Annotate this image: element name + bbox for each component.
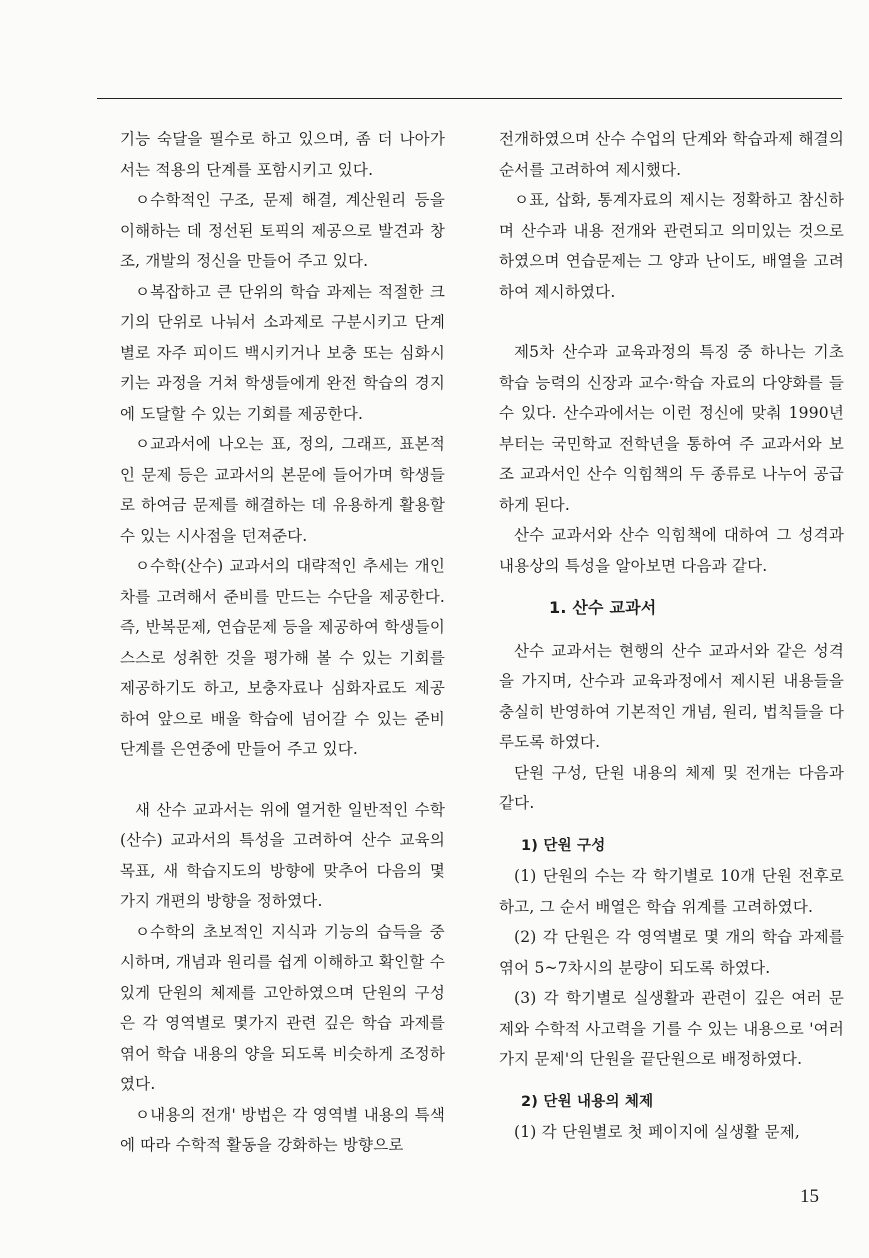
left-column <box>120 124 445 1161</box>
paragraph: (1) 각 단원별로 첫 페이지에 실생활 문제, <box>514 1123 801 1141</box>
paragraph-spacer <box>499 581 844 593</box>
header-rule <box>97 98 842 99</box>
page-number: 15 <box>800 1186 819 1207</box>
paragraph: (2) 각 단원은 각 영역별로 몇 개의 학습 과제를 엮어 5~7차시의 분량이 되도록 하였다. <box>499 928 844 977</box>
paragraph-spacer <box>499 1075 844 1087</box>
paragraph: ㅇ수학(산수) 교과서의 대략적인 추세는 개인차를 고려해서 준비를 만드는 수단을 제공한다. 즉, 반복문제, 연습문제 등을 제공하여 학생들이 스스로 성취한 것을 평가해 볼 수 있는 기회를 제공하기도 하고, 보충자료나 심화자료도 제공하여 앞으로 배울 학습에 넘어갈 수 있는 준비 단계를 은연중에 만들어 주고 있다. <box>120 557 445 758</box>
paragraph: ㅇ복잡하고 큰 단위의 학습 과제는 적절한 크기의 단위로 나눠서 소과제로 구분시키고 단계별로 자주 피이드 백시키거나 보충 또는 심화시키는 과정을 거쳐 학생들에게 완전 학습의 경지에 도달할 수 있는 기회를 제공한다. <box>120 282 445 423</box>
paragraph: ㅇ표, 삽화, 통계자료의 제시는 정확하고 참신하며 산수과 내용 전개와 관련되고 의미있는 것으로 하였으며 연습문제는 그 양과 난이도, 배열을 고려하여 제시하였다. <box>499 191 844 301</box>
paragraph: (1) 단원의 수는 각 학기별로 10개 단원 전후로 하고, 그 순서 배열은 학습 위계를 고려하였다. <box>499 867 844 916</box>
paragraph: ㅇ수학의 초보적인 지식과 기능의 습득을 중시하며, 개념과 원리를 쉽게 이해하고 확인할 수 있게 단원의 체제를 고안하였으며 단원의 구성은 각 영역별로 몇가지 관련 깊은 학습 과제를 엮어 학습 내용의 양을 되도록 비슷하게 조정하였다. <box>120 922 445 1093</box>
paragraph: 산수 교과서와 산수 익힘책에 대하여 그 성격과 내용상의 특성을 알아보면 다음과 같다. <box>499 526 844 575</box>
paragraph: 산수 교과서는 현행의 산수 교과서와 같은 성격을 가지며, 산수과 교육과정에서 제시된 내용들을 충실히 반영하여 기본적인 개념, 원리, 법칙들을 다루도록 하였다. <box>499 641 844 751</box>
paragraph-spacer <box>499 307 844 337</box>
section-heading: 2) 단원 내용의 체제 <box>521 1093 654 1110</box>
section-heading: 1) 단원 구성 <box>521 837 606 854</box>
paragraph-spacer <box>499 624 844 636</box>
paragraph: ㅇ교과서에 나오는 표, 정의, 그래프, 표본적인 문제 등은 교과서의 본문에 들어가며 학생들로 하여금 문제를 해결하는 데 유용하게 활용할 수 있는 시사점을 던져준다. <box>120 435 445 545</box>
paragraph: ㅇ수학적인 구조, 문제 해결, 계산원리 등을 이해하는 데 정선된 토픽의 제공으로 발견과 창조, 개발의 정신을 만들어 주고 있다. <box>120 191 445 270</box>
paragraph: ㅇ내용의 전개' 방법은 각 영역별 내용의 특색에 따라 수학적 활동을 강화하는 방향으로 <box>120 1105 445 1154</box>
right-column <box>499 124 844 1148</box>
paragraph: 단원 구성, 단원 내용의 체제 및 전개는 다음과 같다. <box>499 763 844 812</box>
paragraph-spacer <box>499 819 844 831</box>
paragraph: 새 산수 교과서는 위에 열거한 일반적인 수학(산수) 교과서의 특성을 고려하여 산수 교육의 목표, 새 학습지도의 방향에 맞추어 다음의 몇 가지 개편의 방향을 정하였다. <box>120 800 445 910</box>
paragraph: 기능 숙달을 필수로 하고 있으며, 좀 더 나아가서는 적용의 단계를 포함시키고 있다. <box>120 130 445 179</box>
paragraph-spacer <box>120 765 445 795</box>
section-heading: 1. 산수 교과서 <box>549 598 657 617</box>
paragraph: (3) 각 학기별로 실생활과 관련이 깊은 여러 문제와 수학적 사고력을 기를 수 있는 내용으로 '여러 가지 문제'의 단원을 끝단원으로 배정하였다. <box>499 989 844 1068</box>
paragraph: 제5차 산수과 교육과정의 특징 중 하나는 기초 학습 능력의 신장과 교수·학습 자료의 다양화를 들 수 있다. 산수과에서는 이런 정신에 맞춰 1990년부터는 국민학교 전학년을 통하여 주 교과서와 보조 교과서인 산수 익힘책의 두 종류로 나누어 공급하게 된다. <box>499 343 844 514</box>
paragraph: 전개하였으며 산수 수업의 단계와 학습과제 해결의 순서를 고려하여 제시했다. <box>499 130 844 179</box>
